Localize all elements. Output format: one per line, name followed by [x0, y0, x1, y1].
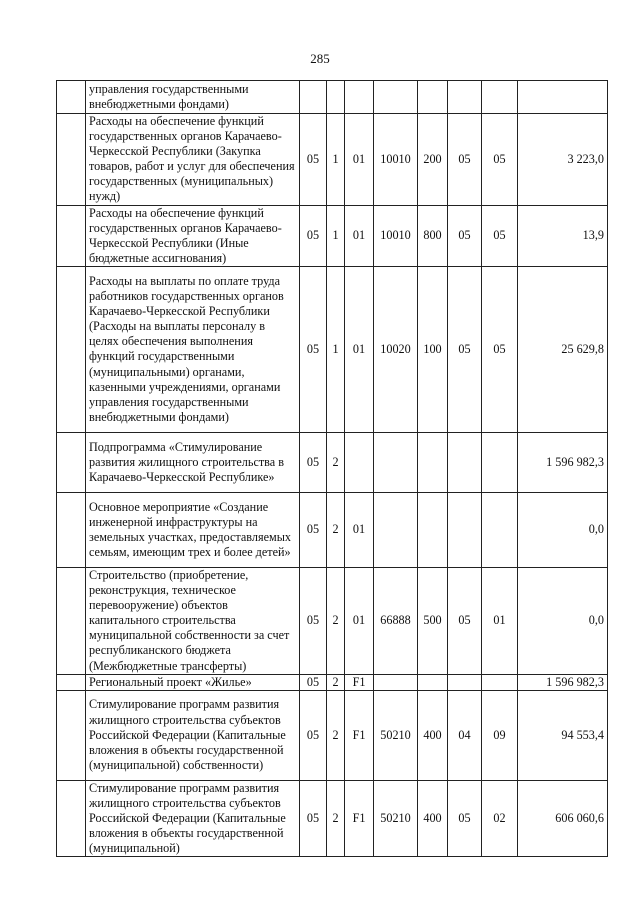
- subsection-code-cell: [482, 674, 518, 690]
- subprogram-code-cell: 1: [327, 205, 345, 266]
- section-code-cell: 05: [448, 205, 482, 266]
- expense-type-cell: [418, 674, 448, 690]
- expense-direction-cell: [374, 432, 418, 492]
- item-name-cell: Стимулирование программ развития жилищного строительства субъектов Российской Федерации (Капитальные вложения в объекты государственной (муниципальной): [86, 780, 300, 856]
- index-cell: [57, 266, 86, 432]
- expense-type-cell: [418, 81, 448, 114]
- section-code-cell: 05: [448, 567, 482, 674]
- main-event-code-cell: 01: [345, 567, 374, 674]
- table-row: [57, 780, 608, 856]
- amount-cell: 0,0: [518, 567, 608, 674]
- subsection-code-cell: 01: [482, 567, 518, 674]
- subprogram-code-cell: [327, 81, 345, 114]
- subprogram-code-cell: 2: [327, 674, 345, 690]
- expense-type-cell: 400: [418, 690, 448, 780]
- subsection-code-cell: 02: [482, 780, 518, 856]
- index-cell: [57, 432, 86, 492]
- main-event-code-cell: 01: [345, 205, 374, 266]
- program-code-cell: 05: [300, 205, 327, 266]
- item-name-cell: управления государственными внебюджетными фондами): [86, 81, 300, 114]
- table-row: [57, 492, 608, 567]
- section-code-cell: 05: [448, 114, 482, 206]
- program-code-cell: 05: [300, 690, 327, 780]
- expense-direction-cell: 10020: [374, 266, 418, 432]
- expense-type-cell: 400: [418, 780, 448, 856]
- main-event-code-cell: F1: [345, 674, 374, 690]
- table-row: [57, 205, 608, 266]
- program-code-cell: [300, 81, 327, 114]
- expense-type-cell: 500: [418, 567, 448, 674]
- expense-type-cell: 200: [418, 114, 448, 206]
- amount-cell: 1 596 982,3: [518, 432, 608, 492]
- item-name-cell: Основное мероприятие «Создание инженерной инфраструктуры на земельных участках, предоставляемых семьям, имеющим трех и более детей»: [86, 492, 300, 567]
- expense-direction-cell: 50210: [374, 690, 418, 780]
- item-name-cell: Расходы на выплаты по оплате труда работников государственных органов Карачаево-Черкесской Республики (Расходы на выплаты персоналу в целях обеспечения выполнения функций государственными (муниципальными) органами, казенными учреждениями, органами управления государственными внебюджетными фондами): [86, 266, 300, 432]
- section-code-cell: [448, 81, 482, 114]
- main-event-code-cell: F1: [345, 690, 374, 780]
- index-cell: [57, 492, 86, 567]
- item-name-cell: Расходы на обеспечение функций государственных органов Карачаево-Черкесской Республики (Иные бюджетные ассигнования): [86, 205, 300, 266]
- subprogram-code-cell: 2: [327, 492, 345, 567]
- subsection-code-cell: 05: [482, 114, 518, 206]
- subprogram-code-cell: 2: [327, 690, 345, 780]
- expense-direction-cell: 10010: [374, 114, 418, 206]
- main-event-code-cell: 01: [345, 492, 374, 567]
- subprogram-code-cell: 2: [327, 780, 345, 856]
- index-cell: [57, 114, 86, 206]
- table-row: [57, 432, 608, 492]
- table-row: [57, 266, 608, 432]
- amount-cell: 25 629,8: [518, 266, 608, 432]
- index-cell: [57, 674, 86, 690]
- item-name-cell: Региональный проект «Жилье»: [86, 674, 300, 690]
- amount-cell: 3 223,0: [518, 114, 608, 206]
- main-event-code-cell: [345, 81, 374, 114]
- amount-cell: 13,9: [518, 205, 608, 266]
- main-event-code-cell: [345, 432, 374, 492]
- expense-type-cell: 100: [418, 266, 448, 432]
- section-code-cell: 05: [448, 780, 482, 856]
- item-name-cell: Стимулирование программ развития жилищного строительства субъектов Российской Федерации (Капитальные вложения в объекты государственной (муниципальной) собственности): [86, 690, 300, 780]
- item-name-cell: Подпрограмма «Стимулирование развития жилищного строительства в Карачаево-Черкесской Республике»: [86, 432, 300, 492]
- index-cell: [57, 690, 86, 780]
- section-code-cell: 04: [448, 690, 482, 780]
- page-number: 285: [310, 51, 330, 66]
- main-event-code-cell: F1: [345, 780, 374, 856]
- subprogram-code-cell: 2: [327, 567, 345, 674]
- expense-type-cell: [418, 492, 448, 567]
- expense-type-cell: 800: [418, 205, 448, 266]
- section-code-cell: [448, 492, 482, 567]
- subsection-code-cell: 05: [482, 205, 518, 266]
- table-row: [57, 114, 608, 206]
- amount-cell: 1 596 982,3: [518, 674, 608, 690]
- item-name-cell: Строительство (приобретение, реконструкция, техническое перевооружение) объектов капитального строительства муниципальной собственности за счет республиканского бюджета (Межбюджетные трансферты): [86, 567, 300, 674]
- program-code-cell: 05: [300, 266, 327, 432]
- expense-direction-cell: 66888: [374, 567, 418, 674]
- subprogram-code-cell: 2: [327, 432, 345, 492]
- index-cell: [57, 205, 86, 266]
- program-code-cell: 05: [300, 780, 327, 856]
- amount-cell: 94 553,4: [518, 690, 608, 780]
- amount-cell: 606 060,6: [518, 780, 608, 856]
- expense-direction-cell: [374, 492, 418, 567]
- index-cell: [57, 780, 86, 856]
- section-code-cell: 05: [448, 266, 482, 432]
- subprogram-code-cell: 1: [327, 266, 345, 432]
- subprogram-code-cell: 1: [327, 114, 345, 206]
- subsection-code-cell: 09: [482, 690, 518, 780]
- section-code-cell: [448, 674, 482, 690]
- program-code-cell: 05: [300, 492, 327, 567]
- expense-direction-cell: [374, 81, 418, 114]
- section-code-cell: [448, 432, 482, 492]
- main-event-code-cell: 01: [345, 266, 374, 432]
- index-cell: [57, 567, 86, 674]
- table-row: [57, 690, 608, 780]
- program-code-cell: 05: [300, 432, 327, 492]
- main-event-code-cell: 01: [345, 114, 374, 206]
- program-code-cell: 05: [300, 567, 327, 674]
- item-name-cell: Расходы на обеспечение функций государственных органов Карачаево-Черкесской Республики (Закупка товаров, работ и услуг для обеспечения государственных (муниципальных) нужд): [86, 114, 300, 206]
- subsection-code-cell: [482, 492, 518, 567]
- amount-cell: 0,0: [518, 492, 608, 567]
- subsection-code-cell: [482, 432, 518, 492]
- program-code-cell: 05: [300, 114, 327, 206]
- expense-direction-cell: [374, 674, 418, 690]
- subsection-code-cell: 05: [482, 266, 518, 432]
- program-code-cell: 05: [300, 674, 327, 690]
- budget-table: [56, 80, 608, 857]
- amount-cell: [518, 81, 608, 114]
- index-cell: [57, 81, 86, 114]
- expense-type-cell: [418, 432, 448, 492]
- expense-direction-cell: 50210: [374, 780, 418, 856]
- subsection-code-cell: [482, 81, 518, 114]
- table-row: [57, 81, 608, 114]
- table-row: [57, 567, 608, 674]
- table-row: [57, 674, 608, 690]
- expense-direction-cell: 10010: [374, 205, 418, 266]
